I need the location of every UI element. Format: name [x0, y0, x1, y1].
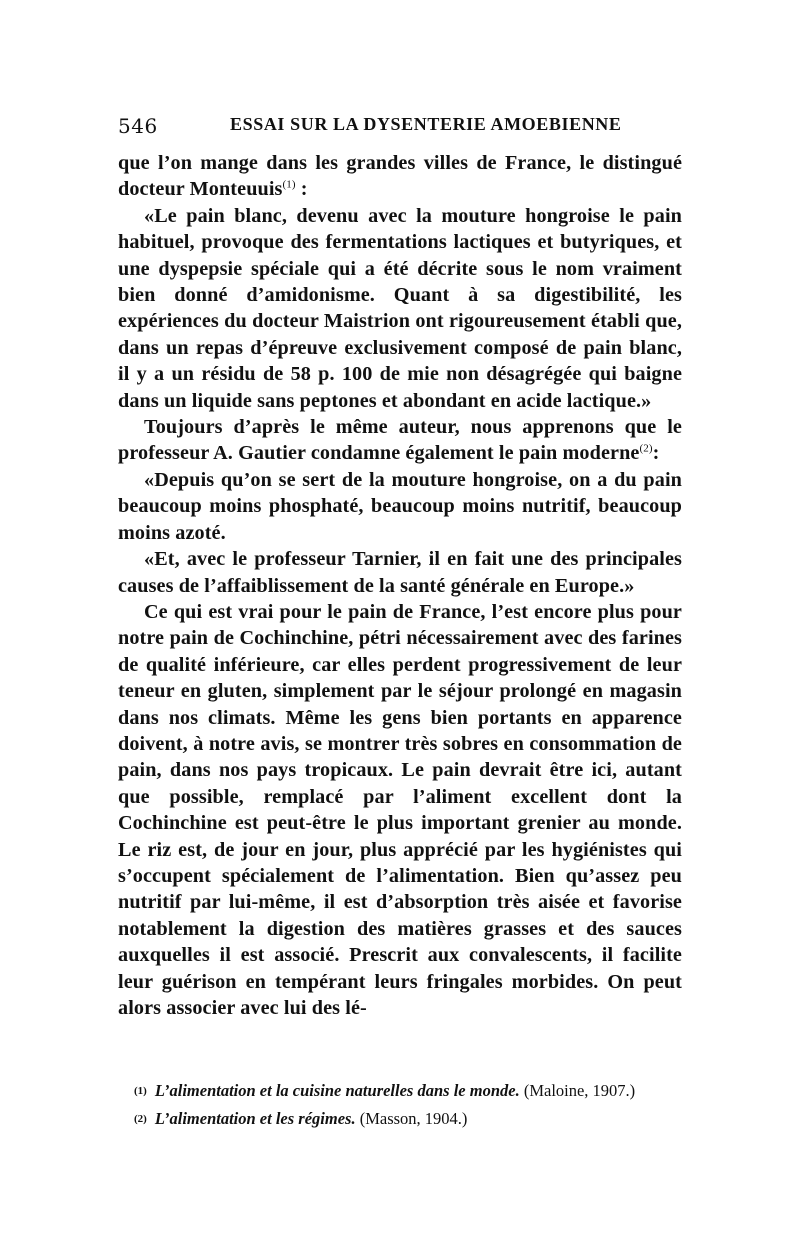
paragraph-1 — [118, 150, 682, 203]
footnote-1-source: (Maloine, 1907.) — [519, 1081, 636, 1100]
paragraph-2: «Le pain blanc, devenu avec la mouture hongroise le pain habituel, provoque des fermentations lactiques et butyriques, et une dyspepsie spéciale qui a été décrite sous le nom vraiment bien donné d’amidonisme. Quant à sa digestibilité, les expériences du docteur Maistrion ont rigoureusement établi que, dans un repas d’épreuve exclusivement composé de pain blanc, il y a un résidu de 58 p. 100 de mie non désagrégée qui baigne dans un liquide sans peptones et abondant en acide lactique.» — [118, 204, 682, 412]
page-header — [118, 114, 678, 142]
running-title: ESSAI SUR LA DYSENTERIE AMOEBIENNE — [230, 114, 622, 134]
footnote-1-mark: (1) — [134, 1085, 147, 1097]
paragraph-1-end: : — [295, 178, 308, 201]
footnote-ref-1: (1) — [282, 178, 296, 191]
paragraph-3-end: : — [652, 442, 660, 465]
footnote-2-mark: (2) — [134, 1113, 147, 1125]
footnote-ref-2: (2) — [639, 442, 653, 455]
page-number: 546 — [118, 114, 158, 138]
paragraph-3-text: Toujours d’après le même auteur, nous apprenons que le professeur A. Gautier condamne également le pain moderne — [118, 416, 682, 465]
paragraph-1-text: que l’on mange dans les grandes villes de France, le distingué docteur Monteuuis — [118, 152, 682, 201]
footnote-1-title: L’alimentation et la cuisine naturelles dans le monde. — [154, 1081, 520, 1100]
footnote-1 — [134, 1077, 682, 1105]
paragraph-5: «Et, avec le professeur Tarnier, il en fait une des principales causes de l’affaiblissement de la santé générale en Europe.» — [118, 548, 682, 597]
footnote-2 — [134, 1105, 682, 1133]
paragraph-4: «Depuis qu’on se sert de la mouture hongroise, on a du pain beaucoup moins phosphaté, beaucoup moins nutritif, beaucoup moins azoté. — [118, 468, 682, 544]
footnote-2-source: (Masson, 1904.) — [355, 1109, 468, 1128]
paragraph-3 — [118, 414, 682, 467]
body-text — [118, 150, 682, 1021]
footnotes — [134, 1077, 682, 1133]
footnote-2-title: L’alimentation et les régimes. — [154, 1109, 356, 1128]
paragraph-6: Ce qui est vrai pour le pain de France, l’est encore plus pour notre pain de Cochinchine, pétri nécessairement avec des farines de qualité inférieure, car elles perdent progressivement de leur teneur en gluten, simplement par le séjour prolongé en magasin dans nos climats. Même les gens bien portants en apparence doivent, à notre avis, se montrer très sobres en consommation de pain, dans nos pays tropicaux. Le pain devrait être ici, autant que possible, remplacé par l’aliment excellent dont la Cochinchine est peut-être le plus important grenier au monde. Le riz est, de jour en jour, plus apprécié par les hygiénistes qui s’occupent spécialement de l’alimentation. Bien qu’assez peu nutritif par lui-même, il est d’absorption très aisée et favorise notablement la digestion des matières grasses et des sauces auxquelles il est associé. Prescrit aux convalescents, il facilite leur guérison en tempérant leurs fringales morbides. On peut alors associer avec lui des lé- — [118, 600, 682, 1019]
